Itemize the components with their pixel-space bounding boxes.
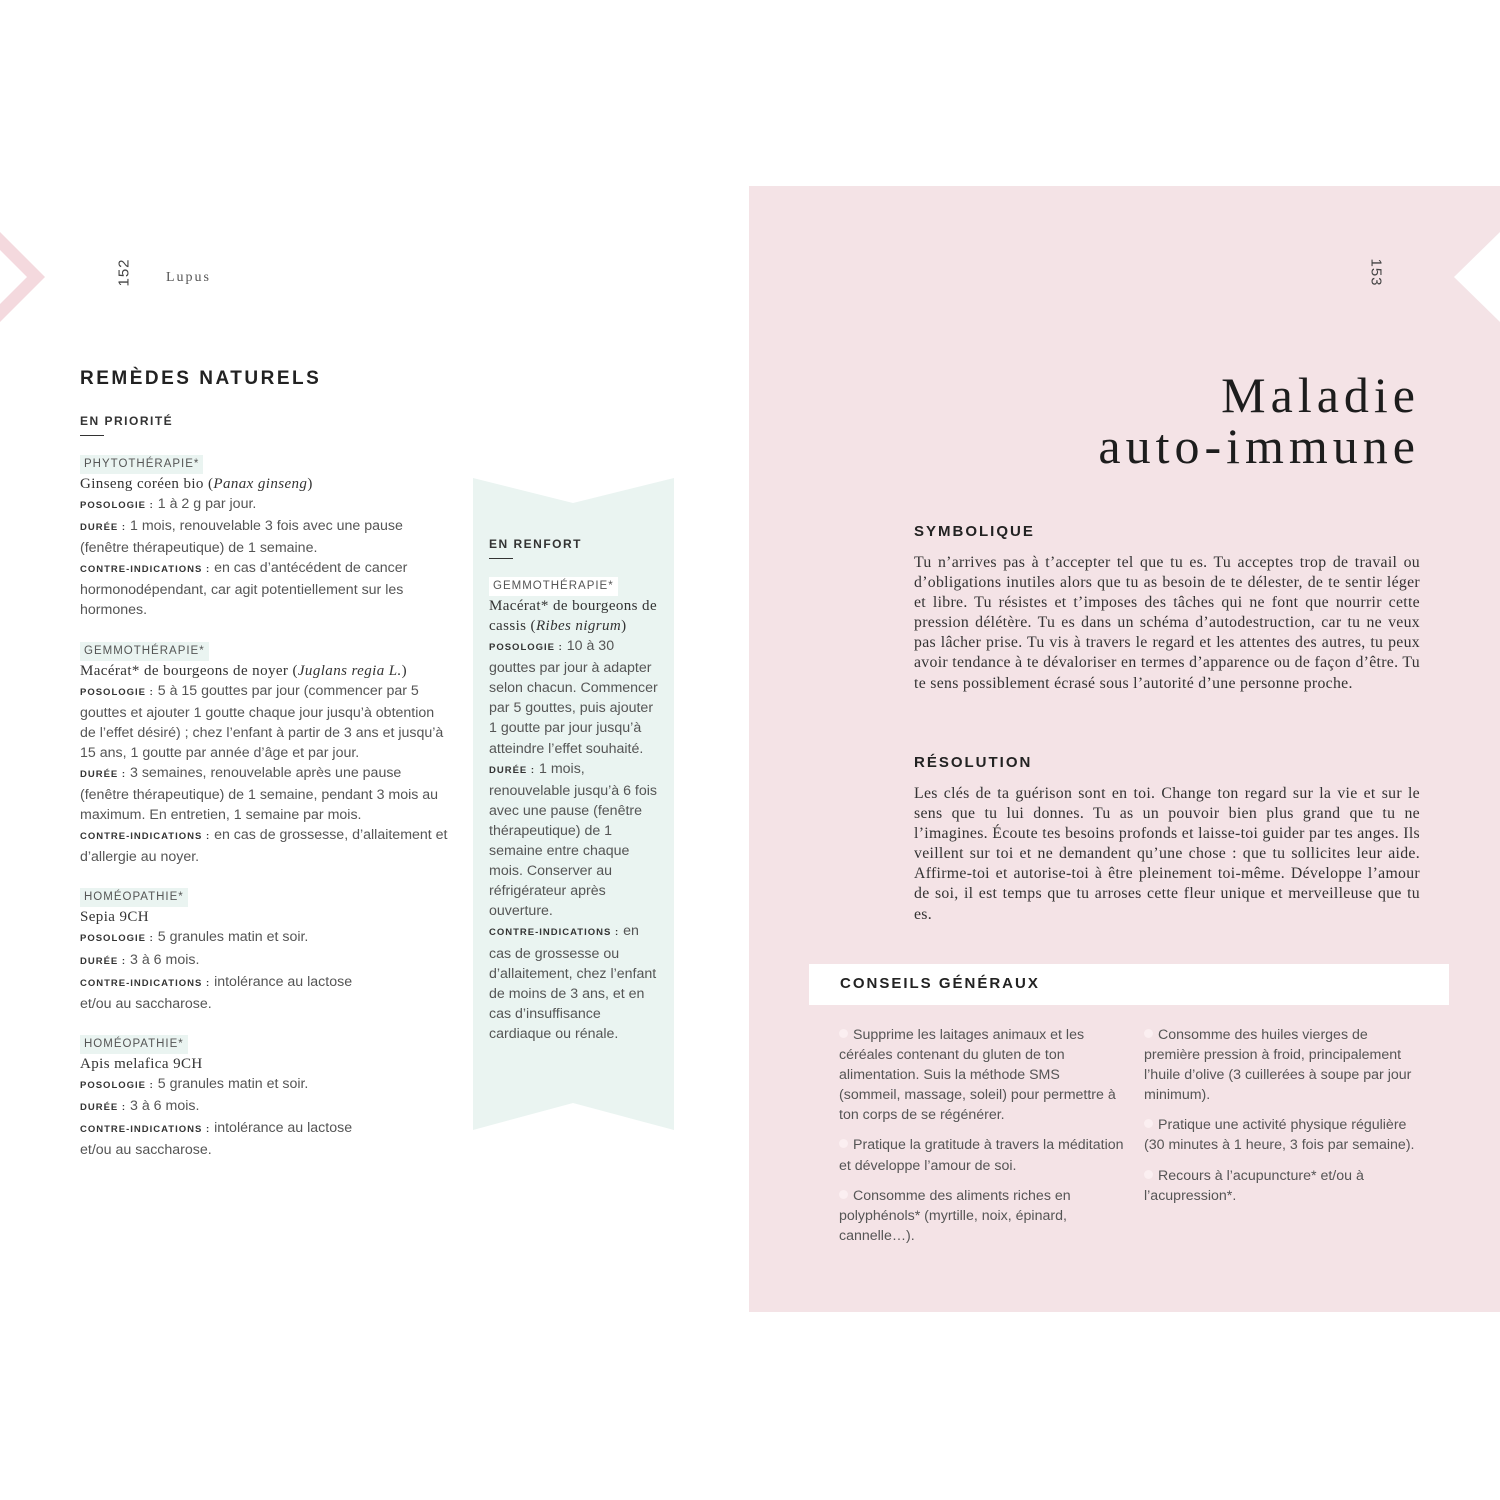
page-number-right: 153 [1367, 258, 1385, 287]
remedy-field: DURÉE : 3 à 6 mois. [80, 1097, 200, 1114]
conseils-heading: CONSEILS GÉNÉRAUX [840, 975, 1040, 992]
resolution-heading: RÉSOLUTION [914, 754, 1033, 771]
remedy-field: CONTRE-INDICATIONS : en cas de grossesse ou d’allaitement, chez l’enfant de moins de 3 ans, et en cas d’insuffisance cardiaque ou rénale. [489, 923, 657, 1042]
remedy-name: Macérat* de bourgeons de noyer (Juglans regia L.) [80, 662, 408, 679]
running-head: Lupus [166, 270, 211, 285]
list-item: Consomme des aliments riches en polyphénols* (myrtille, noix, épinard, cannelle…). [839, 1187, 1071, 1244]
remedy-field: POSOLOGIE : 5 à 15 gouttes par jour (commencer par 5 gouttes et ajouter 1 goutte chaque jour jusqu’à obtention de l’effet désiré) ; chez l’enfant à partir de 3 ans et jusqu’à 15 ans, 1 goutte par année d’âge et par jour. [80, 682, 444, 761]
bullet-icon [1144, 1029, 1153, 1038]
priority-underline [80, 435, 104, 436]
symbolique-heading: SYMBOLIQUE [914, 523, 1035, 540]
list-item: Consomme des huiles vierges de première pression à froid, principalement l’huile d’olive (3 cuillerées à soupe par jour minimum). [1144, 1027, 1412, 1104]
remedy-field: CONTRE-INDICATIONS : en cas d’antécédent de cancer hormonodépendant, car agit potentiellement sur les hormones. [80, 560, 408, 619]
resolution-text: Les clés de ta guérison sont en toi. Change ton regard sur la vie et sur le sens que tu lui donnes. Tu as un pouvoir bien plus grand que tu ne l’imagines. Écoute tes besoins profonds et laisse-toi guider par tes anges. Ils veillent sur toi et ne demandent qu’une chose : que tu sollicites leur aide. Affirme-toi et autorise-toi à être pleinement toi-même. Développe l’amour de soi, il est temps que tu arroses cette fleur unique et merveilleuse que tu es. [914, 785, 1420, 923]
page-edge-tab-notch [0, 250, 27, 304]
section-title: REMÈDES NATURELS [80, 368, 322, 389]
chapter-title [1098, 367, 1420, 474]
list-item: Recours à l’acupuncture* et/ou à l’acupression*. [1144, 1167, 1364, 1204]
remedy-field: DURÉE : 3 à 6 mois. [80, 951, 200, 968]
remedy-latin: Juglans regia L. [297, 662, 402, 679]
remedy-block [80, 453, 452, 621]
remedy-latin: Ribes nigrum [535, 618, 622, 635]
remedy-field: POSOLOGIE : 5 granules matin et soir. [80, 929, 309, 946]
conseils-list-left [839, 1025, 1124, 1256]
list-item: Pratique une activité physique régulière (30 minutes à 1 heure, 3 fois par semaine). [1144, 1117, 1415, 1154]
remedy-field: DURÉE : 3 semaines, renouvelable après une pause (fenêtre thérapeutique) de 1 semaine, pendant 3 mois au maximum. En entretien, 1 semaine par mois. [80, 764, 439, 824]
remedy-field: POSOLOGIE : 5 granules matin et soir. [80, 1075, 309, 1092]
bullet-icon [1144, 1119, 1153, 1128]
remedy-name: Ginseng coréen bio (Panax ginseng) [80, 476, 313, 492]
bullet-icon [1144, 1170, 1153, 1179]
remedy-category: HOMÉOPATHIE* [80, 888, 188, 907]
priority-label: EN PRIORITÉ [80, 414, 174, 428]
remedies-list [80, 453, 452, 1179]
renfort-column [489, 534, 661, 1044]
remedy-field: CONTRE-INDICATIONS : intolérance au lactose et/ou au saccharose. [80, 1119, 353, 1159]
remedy-category: GEMMOTHÉRAPIE* [80, 642, 209, 661]
remedy-category: PHYTOTHÉRAPIE* [80, 455, 203, 474]
list-item: Pratique la gratitude à travers la méditation et développe l’amour de soi. [839, 1137, 1124, 1174]
renfort-underline [489, 558, 513, 559]
bullet-icon [839, 1190, 848, 1199]
remedy-field: POSOLOGIE : 10 à 30 gouttes par jour à adapter selon chacun. Commencer par 5 gouttes, puis ajouter 1 goutte par jour jusqu’à atteindre l’effet souhaité. [489, 638, 658, 757]
remedy-block [80, 886, 452, 1013]
page-edge-tab-right [1454, 232, 1500, 322]
page-number-left: 152 [115, 258, 133, 287]
remedy-field: POSOLOGIE : 1 à 2 g par jour. [80, 496, 257, 512]
bullet-icon [839, 1029, 848, 1038]
remedy-field: DURÉE : 1 mois, renouvelable 3 fois avec une pause (fenêtre thérapeutique) de 1 semaine. [80, 518, 403, 557]
remedy-block [80, 1033, 452, 1160]
renfort-label: EN RENFORT [489, 537, 582, 551]
remedy-name: Apis melafica 9CH [80, 1055, 203, 1072]
remedy-block [80, 640, 452, 868]
conseils-list-right [1144, 1025, 1424, 1216]
remedy-field: CONTRE-INDICATIONS : intolérance au lactose et/ou au saccharose. [80, 973, 353, 1012]
remedy-field: CONTRE-INDICATIONS : en cas de grossesse, d’allaitement et d’allergie au noyer. [80, 827, 448, 866]
list-item: Supprime les laitages animaux et les céréales contenant du gluten de ton alimentation. Suis la méthode SMS (sommeil, massage, soleil) pour permettre à ton corps de se régénérer. [839, 1027, 1116, 1124]
chapter-title-line1: Maladie [1221, 367, 1420, 423]
remedy-category: GEMMOTHÉRAPIE* [489, 577, 618, 596]
symbolique-text: Tu n’arrives pas à t’accepter tel que tu es. Tu acceptes trop de travail ou d’obligations inutiles alors que tu as besoin de te délester, de te sentir léger et libre. Tu résistes et t’imposes des tâches qui ne font que nourrir cette pression délétère. Tu es dans un schéma d’autodestruction, car tu ne veux pas lâcher prise. Tu vis à travers le regard et les attentes des autres, tu peux avoir tendance à te dévaloriser en termes d’apparence ou de façon d’être. Tu te sens possiblement écrasé sous l’autorité d’une personne proche. [914, 554, 1420, 692]
remedy-name: Sepia 9CH [80, 909, 150, 926]
chapter-title-line2: auto-immune [1098, 418, 1420, 474]
remedy-field: DURÉE : 1 mois, renouvelable jusqu’à 6 fois avec une pause (fenêtre thérapeutique) de 1 semaine entre chaque mois. Conserver au réfrigérateur après ouverture. [489, 760, 657, 920]
remedy-latin: Panax ginseng [213, 476, 308, 492]
remedy-name: Macérat* de bourgeons de cassis (Ribes nigrum) [489, 598, 658, 635]
bullet-icon [839, 1139, 848, 1148]
remedy-category: HOMÉOPATHIE* [80, 1035, 188, 1054]
